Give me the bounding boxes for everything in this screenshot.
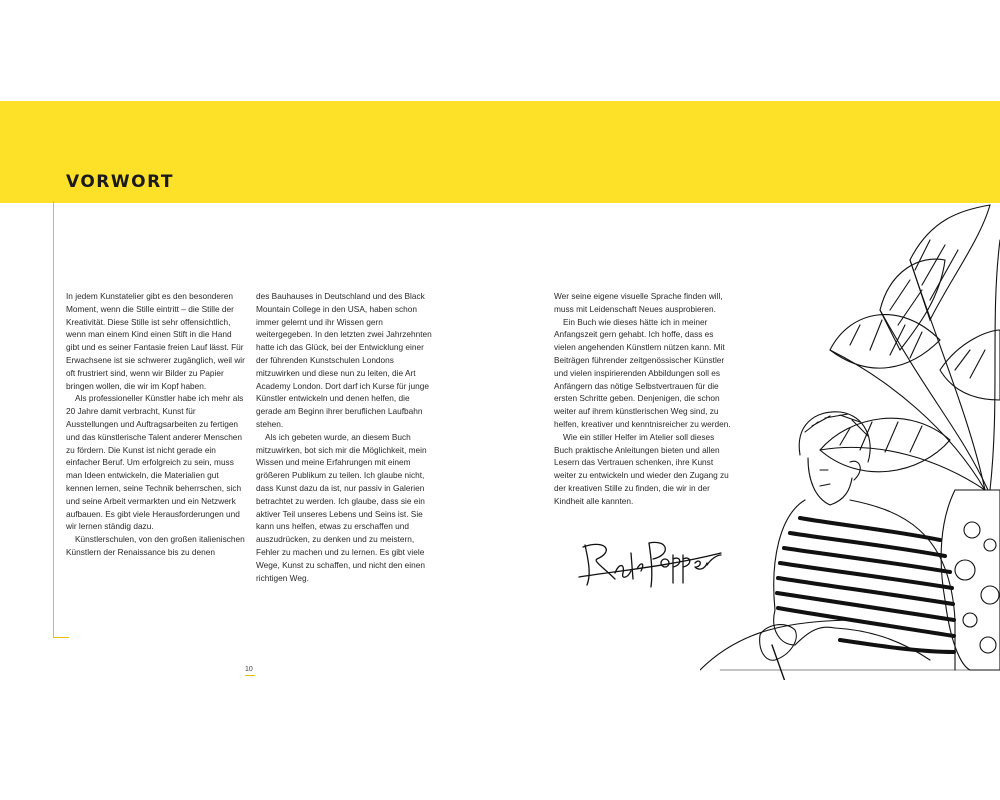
paragraph: des Bauhauses in Deutschland und des Black Mountain College in den USA, haben schon immer gelernt und ihr Wissen gern weitergegeben. In den letzten zwei Jahrzehnten hatte ich das Glück, bei der Entwicklung einer der führenden Kunstschulen Londons mitzuwirken und diese nun zu leiten, die Art Academy London. Dort darf ich Kurse für junge Künstler entwickeln und denen helfen, die gerade am Beginn ihrer beruflichen Laufbahn stehen. (256, 291, 432, 429)
paragraph: Als professioneller Künstler habe ich mehr als 20 Jahre damit verbracht, Kunst für Ausstellungen und Auftragsarbeiten zu fertigen und das künstlerische Talent anderer Menschen zu fördern. Die Kunst ist nicht gerade ein einfacher Beruf. Um erfolgreich zu sein, muss man Ideen entwickeln, die Materialien gut kennen lernen, seine Technik beherrschen, sich und seine Arbeit vermarkten und ein Netzwerk aufbauen. Es gibt viele Herausforderungen und wir lernen ständig dazu. (66, 393, 244, 532)
margin-rule-horizontal (53, 637, 69, 638)
paragraph: Wie ein stiller Helfer im Atelier soll dieses Buch praktische Anleitungen bieten und allen Lesern das Vertrauen schenken, ihre Kunst weiter zu entwickeln und wieder den Zugang zu der kreativen Stille zu finden, die wir in der Kindheit alle kannten. (554, 431, 729, 506)
paragraph: Ein Buch wie dieses hätte ich in meiner Anfangszeit gern gehabt. Ich hoffe, dass es vielen angehenden Künstlern nützen kann. Mit Beiträgen führender zeitgenössischer Künstler und vielen inspirierenden Abbildungen soll es Anfängern das nötige Selbstvertrauen für die ersten Schritte geben. Denjenigen, die schon weiter auf ihrem künstlerischen Weg sind, zu helfen, kreativer und kenntnisreicher zu werden. (554, 316, 731, 429)
margin-rule-vertical (53, 201, 54, 638)
page-number: 10 (245, 666, 253, 673)
paragraph: Als ich gebeten wurde, an diesem Buch mitzuwirken, bot sich mir die Möglichkeit, mein Wissen und meine Erfahrungen mit einem größeren Publikum zu teilen. Ich glaube nicht, dass Kunst dazu da ist, nur passiv in Galerien betrachtet zu werden. Ich glaube, dass sie ein aktiver Teil unseres Lebens und Seins ist. Sie kann uns helfen, etwas zu erschaffen und auszudrücken, zu denken und zu meistern, Fehler zu machen und zu lernen. Es gibt viele Wege, Kunst zu schaffen, und nicht den einen richtigen Weg. (256, 431, 427, 583)
paragraph: Künstlerschulen, von den großen italienischen Künstlern der Renaissance bis zu denen (66, 534, 245, 557)
page-title: VORWORT (66, 172, 175, 192)
text-column-1 (66, 290, 246, 559)
paragraph: In jedem Kunstatelier gibt es den besonderen Moment, wenn die Stille eintritt – die Stille der Kreativität. Diese Stille ist sehr offensichtlich, wenn man einem Kind einen Stift in die Hand gibt und es seiner Fantasie freien Lauf lässt. Für Erwachsene ist sie schwerer zugänglich, weil wir oft frustriert sind, wenn wir Bilder zu Papier bringen wollen, die wir im Kopf haben. (66, 291, 245, 391)
text-column-2 (256, 290, 436, 584)
paragraph: Wer seine eigene visuelle Sprache finden will, muss mit Leidenschaft Neues ausprobieren. (554, 291, 723, 314)
artist-illustration-icon (700, 200, 1000, 680)
page-number-rule (245, 675, 255, 676)
